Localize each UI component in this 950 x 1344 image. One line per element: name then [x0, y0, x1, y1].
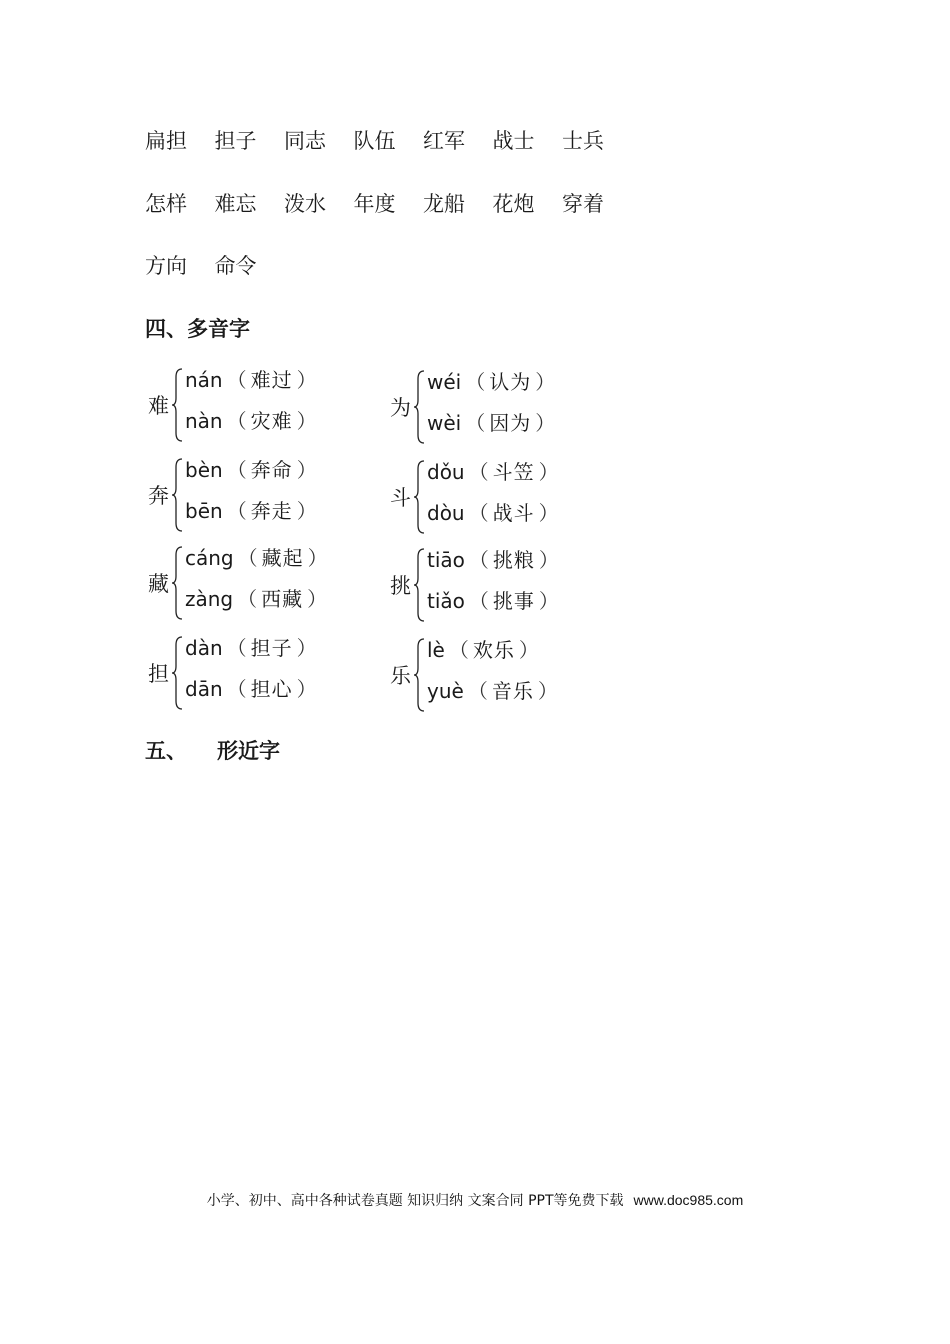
brace-icon	[171, 458, 183, 532]
vocab-word: 士兵	[562, 129, 604, 153]
vocab-word: 扁担	[145, 129, 187, 153]
example-word: 担子	[250, 636, 293, 660]
brace-icon	[171, 636, 183, 710]
pinyin: tiǎo	[427, 589, 465, 613]
polyphone-card	[387, 458, 607, 538]
pinyin: wéi	[427, 370, 462, 394]
vocab-word: 战士	[492, 129, 535, 153]
example-word: 斗笠	[492, 460, 535, 484]
pinyin: nàn	[185, 409, 223, 433]
brace-icon	[413, 638, 425, 712]
reading-line: lè （ 欢乐 ）	[427, 638, 539, 662]
brace-icon	[413, 460, 425, 534]
example-word: 因为	[489, 411, 532, 435]
vocab-word: 同志	[284, 129, 326, 153]
reading-line: wéi （ 认为 ）	[427, 370, 556, 394]
section-5-title: 形近字	[217, 739, 280, 763]
vocab-row-1	[145, 126, 632, 156]
pinyin: yuè	[427, 679, 464, 703]
vocab-word: 难忘	[214, 192, 257, 216]
example-word: 奔命	[250, 458, 293, 482]
pinyin: tiāo	[427, 548, 465, 572]
brace-icon	[413, 370, 425, 444]
vocab-word: 花炮	[492, 192, 535, 216]
polyphone-char: 担	[148, 662, 169, 686]
brace-icon	[171, 546, 183, 620]
reading-line: wèi （ 因为 ）	[427, 411, 556, 435]
footer-url[interactable]: www.doc985.com	[633, 1192, 744, 1208]
example-word: 担心	[250, 677, 293, 701]
polyphone-card	[145, 366, 365, 446]
vocab-word: 队伍	[353, 129, 396, 153]
reading-line: nán （ 难过 ）	[185, 368, 317, 392]
polyphone-card	[387, 368, 607, 448]
section-5-number: 五、	[145, 739, 187, 763]
pinyin: dòu	[427, 501, 465, 525]
pinyin: dān	[185, 677, 223, 701]
reading-line: dàn （ 担子 ）	[185, 636, 317, 660]
brace-icon	[171, 368, 183, 442]
vocab-row-2	[145, 189, 632, 219]
pinyin: bēn	[185, 499, 223, 523]
pinyin: dǒu	[427, 460, 465, 484]
example-word: 音乐	[491, 679, 534, 703]
polyphone-card	[145, 634, 365, 714]
vocab-word: 担子	[214, 129, 257, 153]
reading-line: bēn （ 奔走 ）	[185, 499, 317, 523]
vocab-word: 龙船	[423, 192, 465, 216]
reading-line: cáng （ 藏起 ）	[185, 546, 328, 570]
reading-line: dòu （ 战斗 ）	[427, 501, 559, 525]
polyphone-char: 挑	[390, 574, 411, 598]
page-footer	[0, 1190, 950, 1211]
example-word: 战斗	[492, 501, 535, 525]
pinyin: nán	[185, 368, 223, 392]
polyphone-char: 奔	[148, 484, 169, 508]
polyphone-char: 难	[148, 394, 169, 418]
vocab-word: 穿着	[562, 192, 604, 216]
reading-line: bèn （ 奔命 ）	[185, 458, 317, 482]
footer-text: 小学、初中、高中各种试卷真题 知识归纳 文案合同 PPT等免费下载	[206, 1193, 624, 1209]
example-word: 西藏	[261, 587, 304, 611]
vocab-word: 方向	[145, 254, 187, 278]
section-5-heading	[145, 736, 280, 766]
reading-line: dān （ 担心 ）	[185, 677, 317, 701]
example-word: 认为	[489, 370, 532, 394]
polyphone-char: 为	[390, 396, 411, 420]
pinyin: dàn	[185, 636, 223, 660]
example-word: 挑事	[492, 589, 535, 613]
pinyin: lè	[427, 638, 445, 662]
vocab-word: 年度	[353, 192, 396, 216]
reading-line: dǒu （ 斗笠 ）	[427, 460, 559, 484]
polyphone-card	[145, 544, 365, 624]
vocab-word: 命令	[214, 254, 257, 278]
pinyin: wèi	[427, 411, 462, 435]
reading-line: zàng （ 西藏 ）	[185, 587, 328, 611]
brace-icon	[413, 548, 425, 622]
vocab-word: 怎样	[145, 192, 187, 216]
reading-line: yuè （ 音乐 ）	[427, 679, 558, 703]
example-word: 欢乐	[472, 638, 515, 662]
polyphone-card	[387, 546, 607, 626]
section-4-heading: 四、多音字	[145, 317, 250, 341]
polyphone-char: 乐	[390, 664, 411, 688]
vocab-word: 红军	[423, 129, 465, 153]
polyphone-char: 藏	[148, 572, 169, 596]
example-word: 藏起	[261, 546, 304, 570]
example-word: 奔走	[250, 499, 293, 523]
polyphone-card	[145, 456, 365, 536]
vocab-word: 泼水	[284, 192, 326, 216]
example-word: 难过	[250, 368, 293, 392]
pinyin: cáng	[185, 546, 234, 570]
reading-line: nàn （ 灾难 ）	[185, 409, 317, 433]
pinyin: bèn	[185, 458, 223, 482]
polyphone-char: 斗	[390, 486, 411, 510]
pinyin: zàng	[185, 587, 234, 611]
vocab-row-3	[145, 251, 284, 281]
example-word: 灾难	[250, 409, 293, 433]
example-word: 挑粮	[492, 548, 535, 572]
reading-line: tiǎo （ 挑事 ）	[427, 589, 559, 613]
polyphone-card	[387, 636, 607, 716]
reading-line: tiāo （ 挑粮 ）	[427, 548, 559, 572]
